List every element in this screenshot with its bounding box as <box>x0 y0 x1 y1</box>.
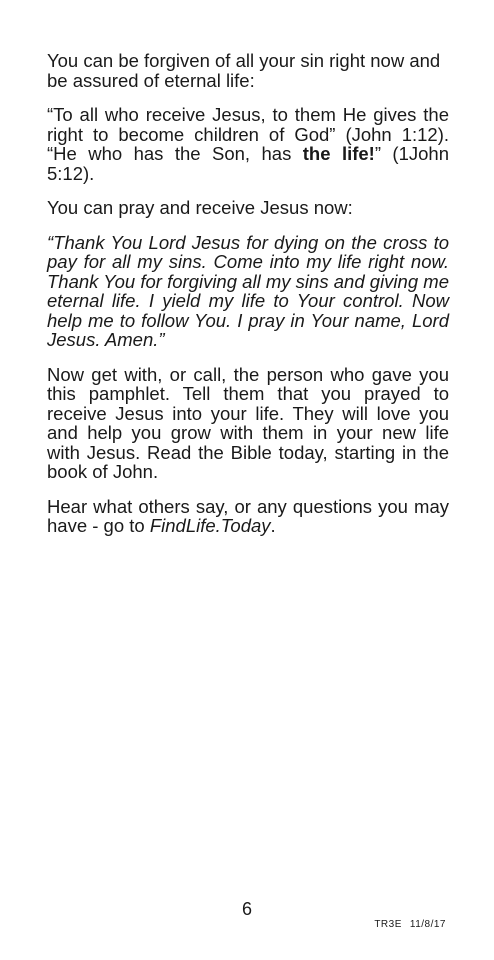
questions-paragraph <box>47 497 449 536</box>
next-steps-paragraph: Now get with, or call, the person who gave you this pamphlet. Tell them that you prayed to receive Jesus into your life. They will love you and help you grow with them in your new life with Jesus. Read the Bible today, starting in the book of John. <box>47 363 449 482</box>
findlife-link[interactable]: FindLife.Today <box>149 515 271 536</box>
pray-intro-paragraph: You can pray and receive Jesus now: <box>47 197 353 218</box>
forgiveness-paragraph: You can be forgiven of all your sin right now and be assured of eternal life: <box>47 50 441 91</box>
scripture-text: “To all who receive Jesus, to them He gives the right to become children of God” (John 1:12). “He who has the Son, has <box>47 104 449 164</box>
scripture-paragraph <box>47 105 449 183</box>
scripture-reference: ” (1John 5:12). <box>47 143 449 184</box>
document-code: TR3E <box>374 919 402 930</box>
questions-period: . <box>270 515 276 536</box>
footer-code <box>374 919 446 930</box>
questions-text: Hear what others say, or any questions you may have - go to <box>47 495 449 536</box>
scripture-emphasis: the life! <box>302 143 375 164</box>
prayer-paragraph: “Thank You Lord Jesus for dying on the cross to pay for all my sins. Come into my life right now. Thank You for forgiving all my sins and giving me eternal life. I yield my life to Your control. Now help me to follow You. I pray in Your name, Lord Jesus. Amen.” <box>47 231 449 350</box>
document-date: 11/8/17 <box>409 919 446 930</box>
pamphlet-page <box>47 51 449 551</box>
page-number: 6 <box>241 899 252 919</box>
